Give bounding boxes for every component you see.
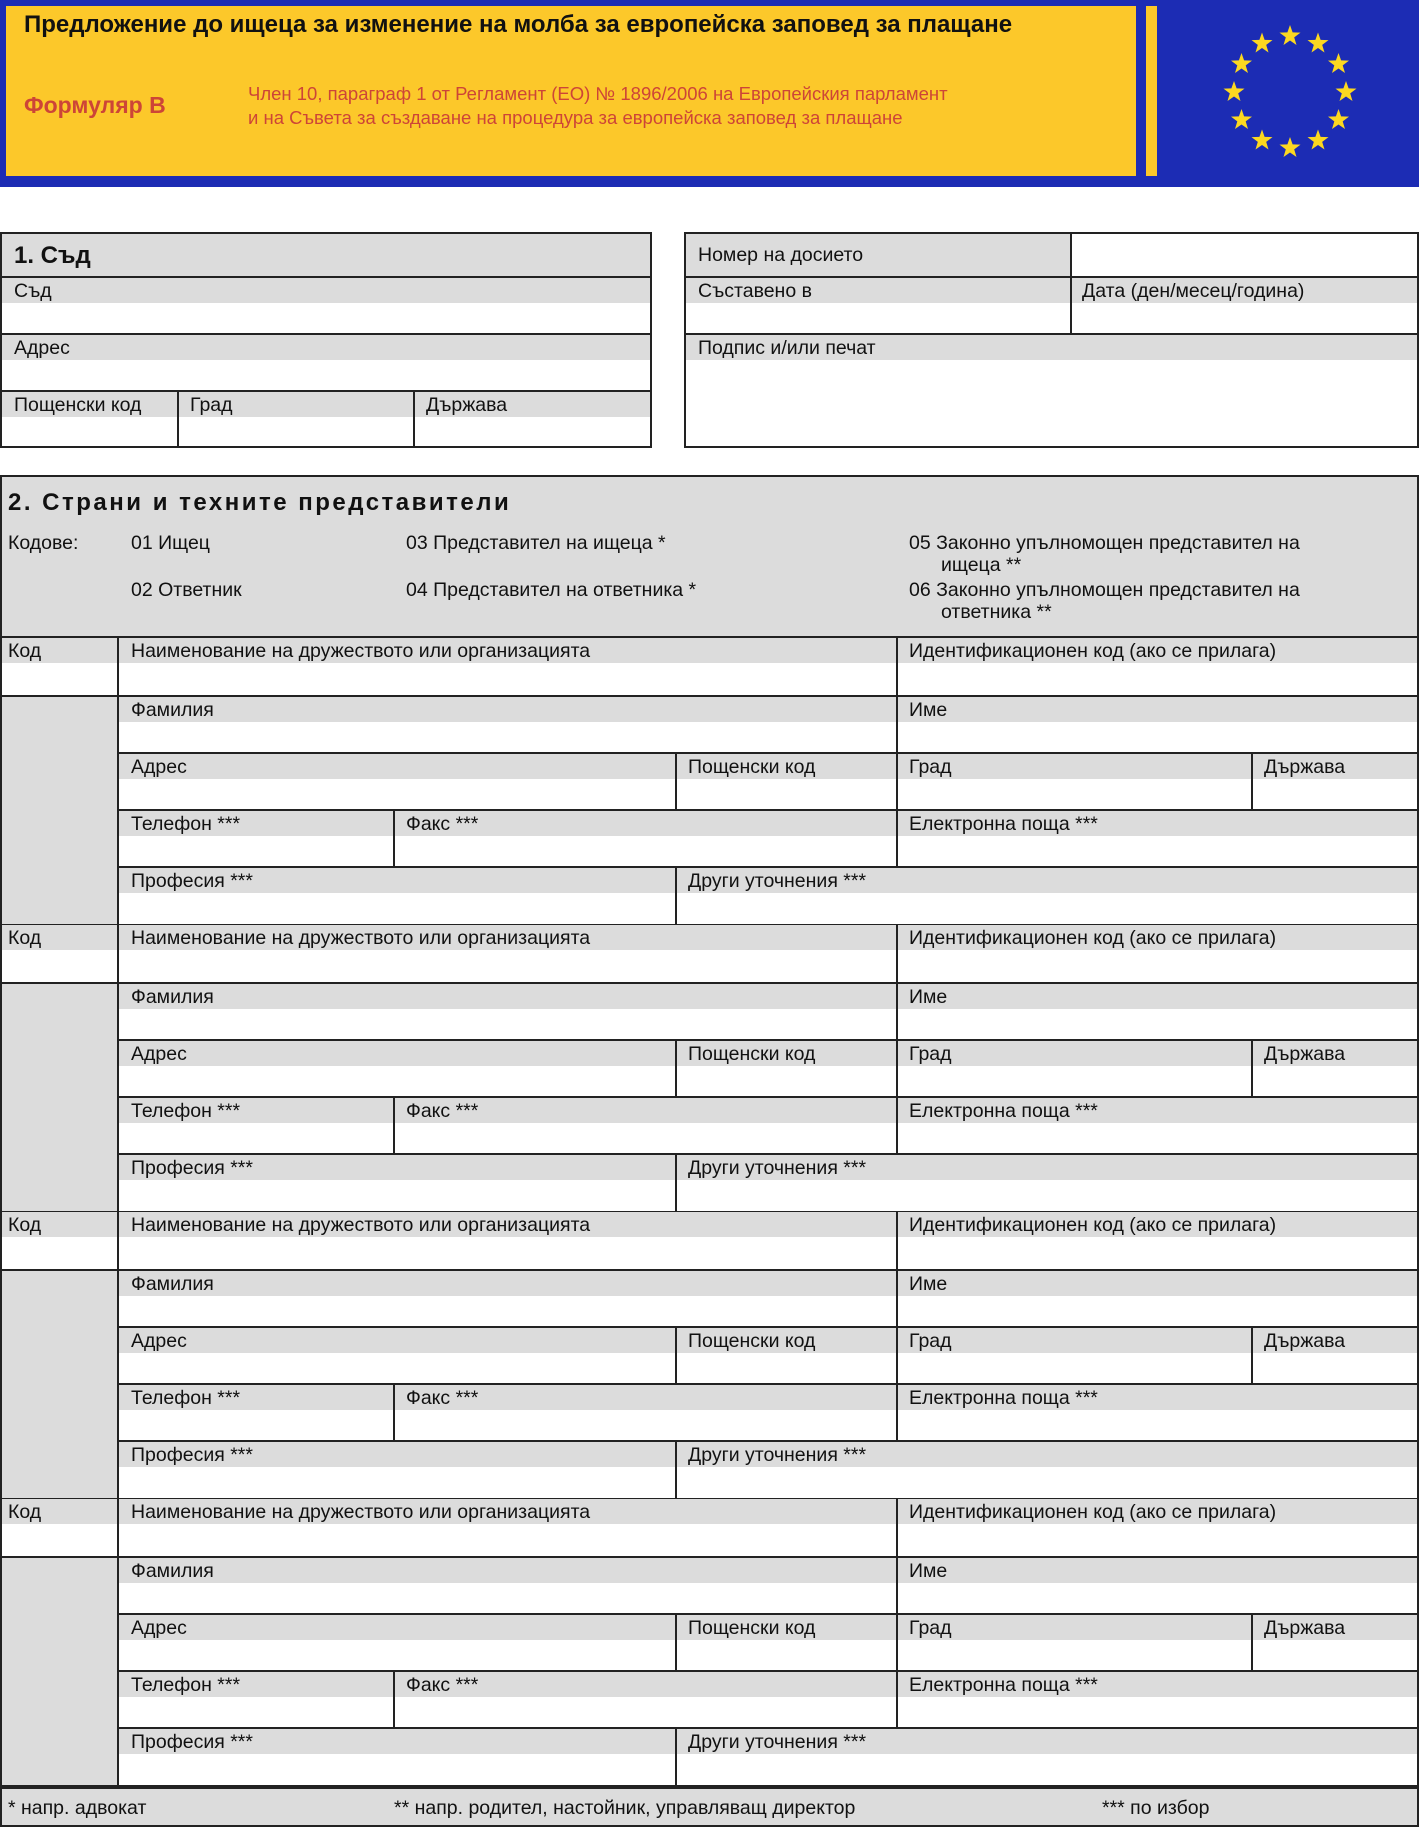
party-surname-field[interactable] [119, 1583, 896, 1613]
code-06: 06 Законно упълномощен представител на ответника ** [909, 579, 1300, 623]
party-first-name-field[interactable] [898, 1296, 1417, 1326]
party-address-label: Адрес [131, 1043, 187, 1065]
court-city-label: Град [190, 394, 233, 416]
party-other-details-field[interactable] [677, 1754, 1417, 1785]
party-organisation-field[interactable] [119, 1524, 896, 1556]
court-postal-code-field[interactable] [2, 417, 177, 446]
party-id-code-label: Идентификационен код (ако се прилага) [909, 1214, 1277, 1236]
party-address-field[interactable] [119, 1353, 675, 1383]
party-code-label: Код [8, 640, 42, 662]
party-email-field[interactable] [898, 836, 1417, 866]
code-01: 01 Ищец [131, 532, 210, 554]
party-id-code-field[interactable] [898, 1237, 1417, 1269]
party-city-field[interactable] [898, 1066, 1251, 1096]
party-email-label: Електронна поща *** [909, 813, 1098, 835]
court-name-label: Съд [14, 280, 52, 302]
party-postal-code-label: Пощенски код [688, 1330, 816, 1352]
party-code-label: Код [8, 927, 42, 949]
party-id-code-field[interactable] [898, 950, 1417, 982]
party-profession-field[interactable] [119, 1180, 675, 1211]
party-code-column [2, 697, 117, 926]
party-address-label: Адрес [131, 1330, 187, 1352]
party-other-details-label: Други уточнения *** [688, 1731, 867, 1753]
party-first-name-label: Име [909, 699, 948, 721]
party-other-details-label: Други уточнения *** [688, 870, 867, 892]
drawn-up-in-label: Съставено в [698, 280, 812, 302]
party-code-field[interactable] [2, 950, 117, 982]
party-first-name-label: Име [909, 1560, 948, 1582]
party-fax-field[interactable] [395, 836, 896, 866]
party-id-code-field[interactable] [898, 1524, 1417, 1556]
header-banner [0, 0, 1419, 187]
party-postal-code-field[interactable] [677, 1353, 896, 1383]
party-profession-field[interactable] [119, 1467, 675, 1498]
parties-heading: 2. Страни и техните представители [8, 489, 512, 516]
regulation-line-2: и на Съвета за създаване на процедура за европейска заповед за плащане [248, 107, 903, 128]
party-fax-field[interactable] [395, 1123, 896, 1153]
court-city-field[interactable] [179, 417, 413, 446]
party-id-code-label: Идентификационен код (ако се прилага) [909, 927, 1277, 949]
code-04: 04 Представител на ответника * [406, 579, 697, 601]
form-title: Предложение до ищеца за изменение на молба за европейска заповед за плащане [24, 11, 1013, 38]
party-other-details-field[interactable] [677, 893, 1417, 924]
eu-flag-stars-icon [1180, 10, 1400, 170]
party-code-column [2, 1558, 117, 1787]
court-heading: 1. Съд [14, 242, 91, 269]
party-other-details-field[interactable] [677, 1180, 1417, 1211]
party-organisation-label: Наименование на дружеството или организацията [131, 927, 591, 949]
footnote-1: * напр. адвокат [8, 1797, 147, 1819]
party-fax-label: Факс *** [406, 1387, 479, 1409]
party-block-4 [2, 1499, 1417, 1787]
party-surname-label: Фамилия [131, 1560, 214, 1582]
banner-yellow-stripe [1146, 6, 1157, 176]
court-name-field[interactable] [2, 303, 650, 333]
party-organisation-field[interactable] [119, 1237, 896, 1269]
party-profession-label: Професия *** [131, 1157, 253, 1179]
footnote-3: *** по избор [1102, 1797, 1210, 1819]
party-block-3 [2, 1212, 1417, 1500]
party-country-label: Държава [1264, 1043, 1346, 1065]
party-id-code-field[interactable] [898, 663, 1417, 695]
party-postal-code-field[interactable] [677, 1066, 896, 1096]
party-phone-field[interactable] [119, 1697, 393, 1727]
drawn-up-in-field[interactable] [686, 303, 1070, 333]
party-phone-label: Телефон *** [131, 1674, 241, 1696]
party-other-details-label: Други уточнения *** [688, 1157, 867, 1179]
file-number-label: Номер на досието [698, 244, 864, 266]
party-postal-code-label: Пощенски код [688, 1617, 816, 1639]
regulation-reference [248, 82, 948, 130]
party-surname-field[interactable] [119, 1009, 896, 1039]
party-code-field[interactable] [2, 1524, 117, 1556]
party-phone-field[interactable] [119, 836, 393, 866]
party-profession-label: Професия *** [131, 1731, 253, 1753]
party-address-label: Адрес [131, 756, 187, 778]
party-email-label: Електронна поща *** [909, 1387, 1098, 1409]
party-code-field[interactable] [2, 663, 117, 695]
party-phone-label: Телефон *** [131, 813, 241, 835]
party-address-field[interactable] [119, 779, 675, 809]
party-postal-code-label: Пощенски код [688, 1043, 816, 1065]
party-id-code-label: Идентификационен код (ако се прилага) [909, 640, 1277, 662]
court-country-label: Държава [426, 394, 508, 416]
party-surname-field[interactable] [119, 722, 896, 752]
party-organisation-field[interactable] [119, 950, 896, 982]
party-country-field[interactable] [1253, 779, 1417, 809]
court-postal-code-label: Пощенски код [14, 394, 142, 416]
party-other-details-field[interactable] [677, 1467, 1417, 1498]
party-surname-field[interactable] [119, 1296, 896, 1326]
court-address-field[interactable] [2, 360, 650, 390]
party-organisation-field[interactable] [119, 663, 896, 695]
party-surname-label: Фамилия [131, 986, 214, 1008]
case-details-box [684, 232, 1419, 448]
party-address-field[interactable] [119, 1066, 675, 1096]
codes-label: Кодове: [8, 532, 79, 554]
party-code-label: Код [8, 1501, 42, 1523]
footnote-2: ** напр. родител, настойник, управляващ директор [394, 1797, 856, 1819]
party-organisation-label: Наименование на дружеството или организацията [131, 640, 591, 662]
party-city-label: Град [909, 1043, 952, 1065]
date-field[interactable] [1072, 303, 1417, 333]
party-country-field[interactable] [1253, 1640, 1417, 1670]
party-city-label: Град [909, 756, 952, 778]
code-05: 05 Законно упълномощен представител на ищеца ** [909, 532, 1300, 576]
party-city-field[interactable] [898, 1640, 1251, 1670]
regulation-line-1: Член 10, параграф 1 от Регламент (ЕО) № 1896/2006 на Европейския парламент [248, 83, 948, 104]
party-email-field[interactable] [898, 1697, 1417, 1727]
party-code-label: Код [8, 1214, 42, 1236]
party-first-name-field[interactable] [898, 722, 1417, 752]
party-profession-field[interactable] [119, 1754, 675, 1785]
party-postal-code-label: Пощенски код [688, 756, 816, 778]
party-address-label: Адрес [131, 1617, 187, 1639]
court-heading-band [2, 234, 650, 276]
party-code-field[interactable] [2, 1237, 117, 1269]
party-postal-code-field[interactable] [677, 779, 896, 809]
party-country-label: Държава [1264, 1330, 1346, 1352]
party-id-code-label: Идентификационен код (ако се прилага) [909, 1501, 1277, 1523]
party-fax-field[interactable] [395, 1410, 896, 1440]
court-address-label: Адрес [14, 337, 70, 359]
date-label: Дата (ден/месец/година) [1082, 280, 1305, 302]
party-country-label: Държава [1264, 756, 1346, 778]
party-block-1 [2, 638, 1417, 926]
party-city-field[interactable] [898, 779, 1251, 809]
signature-field[interactable] [686, 360, 1417, 446]
party-email-field[interactable] [898, 1123, 1417, 1153]
party-block-2 [2, 925, 1417, 1213]
party-fax-label: Факс *** [406, 813, 479, 835]
party-phone-label: Телефон *** [131, 1387, 241, 1409]
party-phone-field[interactable] [119, 1123, 393, 1153]
party-organisation-label: Наименование на дружеството или организацията [131, 1214, 591, 1236]
party-first-name-field[interactable] [898, 1583, 1417, 1613]
party-fax-label: Факс *** [406, 1100, 479, 1122]
party-city-label: Град [909, 1330, 952, 1352]
party-profession-field[interactable] [119, 893, 675, 924]
party-profession-label: Професия *** [131, 1444, 253, 1466]
party-country-label: Държава [1264, 1617, 1346, 1639]
party-profession-label: Професия *** [131, 870, 253, 892]
code-02: 02 Ответник [131, 579, 242, 601]
party-city-label: Град [909, 1617, 952, 1639]
court-section [0, 232, 652, 448]
party-postal-code-field[interactable] [677, 1640, 896, 1670]
party-address-field[interactable] [119, 1640, 675, 1670]
party-phone-field[interactable] [119, 1410, 393, 1440]
party-surname-label: Фамилия [131, 699, 214, 721]
party-fax-field[interactable] [395, 1697, 896, 1727]
party-country-field[interactable] [1253, 1066, 1417, 1096]
party-first-name-field[interactable] [898, 1009, 1417, 1039]
form-label: Формуляр В [24, 92, 166, 118]
parties-section [0, 475, 1419, 1827]
file-number-field[interactable] [1072, 234, 1417, 276]
party-first-name-label: Име [909, 1273, 948, 1295]
court-country-field[interactable] [415, 417, 650, 446]
party-fax-label: Факс *** [406, 1674, 479, 1696]
party-first-name-label: Име [909, 986, 948, 1008]
code-03: 03 Представител на ищеца * [406, 532, 666, 554]
party-city-field[interactable] [898, 1353, 1251, 1383]
party-country-field[interactable] [1253, 1353, 1417, 1383]
party-email-label: Електронна поща *** [909, 1674, 1098, 1696]
signature-label: Подпис и/или печат [698, 337, 876, 359]
party-email-label: Електронна поща *** [909, 1100, 1098, 1122]
party-code-column [2, 984, 117, 1213]
party-code-column [2, 1271, 117, 1500]
party-phone-label: Телефон *** [131, 1100, 241, 1122]
party-surname-label: Фамилия [131, 1273, 214, 1295]
party-organisation-label: Наименование на дружеството или организацията [131, 1501, 591, 1523]
party-other-details-label: Други уточнения *** [688, 1444, 867, 1466]
party-email-field[interactable] [898, 1410, 1417, 1440]
